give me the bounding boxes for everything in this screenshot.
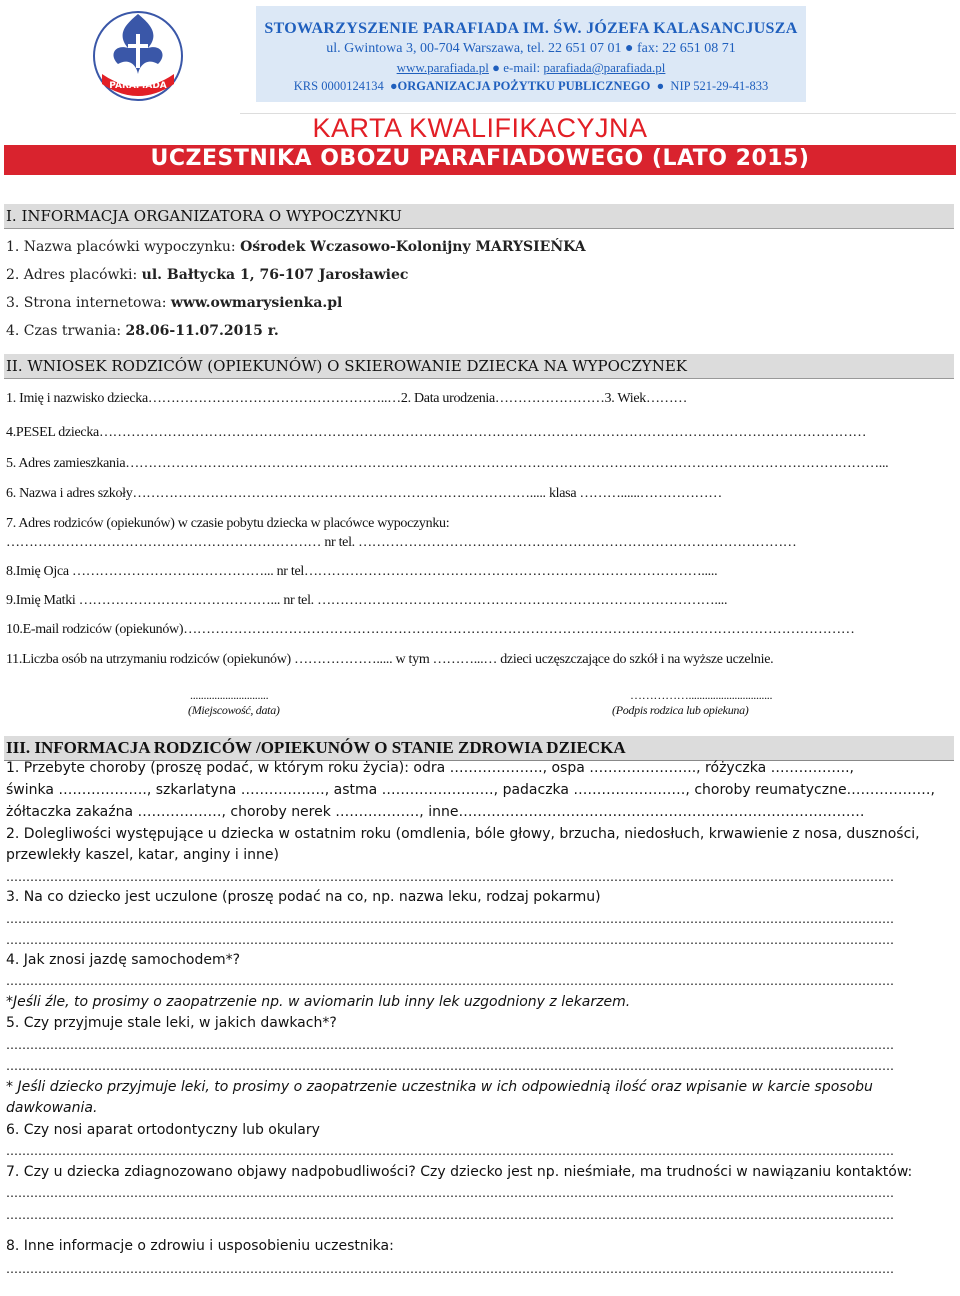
- q5-note-b: dawkowania.: [6, 1100, 98, 1116]
- q1-line-c[interactable]: żółtaczka zakaźna ………………, choroby nerek ………………, inne……………………………………………………………………………: [6, 804, 865, 820]
- field-parents-address-label: 7. Adres rodziców (opiekunów) w czasie pobytu dziecka w placówce wypoczynku:: [6, 516, 450, 531]
- org-web: www.parafiada.pl ● e-mail: parafiada@parafiada.pl: [396, 60, 666, 75]
- q2-answer[interactable]: ……………………………………………………………………………………………………………………………………………………………………………………………………: [6, 870, 894, 884]
- s1-item-4: 4. Czas trwania: 28.06-11.07.2015 r.: [6, 323, 279, 339]
- s1-item-3: 3. Strona internetowa: www.owmarysienka.pl: [6, 295, 343, 311]
- sig-place-dots[interactable]: .............................: [190, 688, 269, 702]
- website-link[interactable]: www.parafiada.pl: [396, 60, 489, 75]
- q3-answer-1[interactable]: ……………………………………………………………………………………………………………………………………………………………………………………………………: [6, 912, 894, 926]
- section-3-title: III. INFORMACJA RODZICÓW /OPIEKUNÓW O STANIE ZDROWIA DZIECKA: [6, 738, 626, 757]
- q3-answer-2[interactable]: ……………………………………………………………………………………………………………………………………………………………………………………………………: [6, 933, 894, 947]
- field-school[interactable]: 6. Nazwa i adres szkoły……………………………………………………………………………..... klasa ………......………………: [6, 486, 722, 501]
- q5-answer-1[interactable]: ……………………………………………………………………………………………………………………………………………………………………………………………………: [6, 1038, 894, 1052]
- field-pesel[interactable]: 4.PESEL dziecka……………………………………………………………………………………………………………………………………………………: [6, 425, 867, 440]
- q7-answer-1[interactable]: ……………………………………………………………………………………………………………………………………………………………………………………………………: [6, 1186, 894, 1200]
- q4-note: *Jeśli źle, to prosimy o zaopatrzenie np. w aviomarin lub inny lek uzgodniony z lekarzem.: [6, 994, 631, 1010]
- sig-parent-caption: (Podpis rodzica lub opiekuna): [612, 703, 749, 717]
- field-parents-address[interactable]: …………………………………………………………… nr tel. ……………………………………………………………………………………: [6, 535, 797, 550]
- email-link[interactable]: parafiada@parafiada.pl: [543, 60, 666, 75]
- s1-item-1: 1. Nazwa placówki wypoczynku: Ośrodek Wczasowo-Kolonijny MARYSIEŃKA: [6, 239, 586, 255]
- q2-line-a: 2. Dolegliwości występujące u dziecka w ostatnim roku (omdlenia, bóle głowy, brzucha, niedosłuch, krwawienie z nosa, duszności,: [6, 826, 920, 842]
- q8-label: 8. Inne informacje o zdrowiu i usposobieniu uczestnika:: [6, 1238, 394, 1254]
- field-mother[interactable]: 9.Imię Matki ……………………………………... nr tel. ……………………………………………………………………………....: [6, 593, 728, 608]
- q1-line-a[interactable]: 1. Przebyte choroby (proszę podać, w którym roku życia): odra ……………….., ospa ………………….., różyczka ……………..,: [6, 760, 854, 776]
- field-child-name[interactable]: 1. Imię i nazwisko dziecka……………………………………………..…2. Data urodzenia……………………3. Wiek………: [6, 391, 688, 406]
- q7-label: 7. Czy u dziecka zdiagnozowano objawy nadpobudliwości? Czy dziecko jest np. nieśmiałe, ma trudności w nawiązaniu kontaktów:: [6, 1164, 913, 1180]
- org-registration: KRS 0000124134 ●ORGANIZACJA POŻYTKU PUBLICZNEGO ● NIP 521-29-41-833: [293, 79, 769, 93]
- q7-answer-2[interactable]: ……………………………………………………………………………………………………………………………………………………………………………………………………: [6, 1208, 894, 1222]
- parafiada-logo: [88, 4, 188, 104]
- sig-parent-dots[interactable]: ……………...............................: [630, 688, 773, 702]
- field-home-address[interactable]: 5. Adres zamieszkania…………………………………………………………………………………………………………………………………………………...: [6, 456, 889, 471]
- org-name: STOWARZYSZENIE PARAFIADA IM. ŚW. JÓZEFA KALASANCJUSZA: [264, 20, 798, 37]
- section-1-title: I. INFORMACJA ORGANIZATORA O WYPOCZYNKU: [6, 207, 402, 225]
- field-father[interactable]: 8.Imię Ojca ……………………………………... nr tel…………………………………………………………………………….....: [6, 564, 718, 579]
- s1-item-2: 2. Adres placówki: ul. Bałtycka 1, 76-107 Jarosławiec: [6, 267, 409, 283]
- q5-answer-2[interactable]: ……………………………………………………………………………………………………………………………………………………………………………………………………: [6, 1059, 894, 1073]
- q5-note-a: * Jeśli dziecko przyjmuje leki, to prosimy o zaopatrzenie uczestnika w ich odpowiednią ilość oraz wpisanie w karcie sposobu: [6, 1079, 873, 1095]
- sig-place-caption: (Miejscowość, data): [188, 703, 280, 717]
- q3-label: 3. Na co dziecko jest uczulone (proszę podać na co, np. nazwa leku, rodzaj pokarmu): [6, 889, 601, 905]
- org-address: ul. Gwintowa 3, 00-704 Warszawa, tel. 22 651 07 01 ● fax: 22 651 08 71: [326, 41, 736, 56]
- field-dependents[interactable]: 11.Liczba osób na utrzymaniu rodziców (opiekunów) ………………..... w tym ………...… dzieci uczęszczające do szkół i na wyższe uczelnie.: [6, 652, 774, 667]
- q5-label: 5. Czy przyjmuje stale leki, w jakich dawkach*?: [6, 1015, 337, 1031]
- q2-line-b: przewlekły kaszel, katar, anginy i inne): [6, 847, 279, 863]
- q6-answer[interactable]: ……………………………………………………………………………………………………………………………………………………………………………………………………: [6, 1144, 894, 1158]
- field-email[interactable]: 10.E-mail rodziców (opiekunów)…………………………………………………………………………………………………………………………………: [6, 622, 855, 637]
- logo-parafiada-text: PARAFIADA: [109, 81, 167, 91]
- form-title: KARTA KWALIFIKACYJNA: [312, 113, 648, 143]
- q4-label: 4. Jak znosi jazdę samochodem*?: [6, 952, 241, 968]
- q8-answer[interactable]: ……………………………………………………………………………………………………………………………………………………………………………………………………: [6, 1262, 894, 1276]
- q4-answer[interactable]: ……………………………………………………………………………………………………………………………………………………………………………………………………: [6, 974, 894, 988]
- section-2-title: II. WNIOSEK RODZICÓW (OPIEKUNÓW) O SKIEROWANIE DZIECKA NA WYPOCZYNEK: [6, 357, 687, 375]
- q1-line-b[interactable]: świnka ………………., szkarlatyna ………………, astma ……………………, padaczka ……………………, choroby reumatyczne………………,: [6, 782, 936, 798]
- form-subtitle: UCZESTNIKA OBOZU PARAFIADOWEGO (LATO 2015): [150, 146, 810, 171]
- q6-label: 6. Czy nosi aparat ortodontyczny lub okulary: [6, 1122, 320, 1138]
